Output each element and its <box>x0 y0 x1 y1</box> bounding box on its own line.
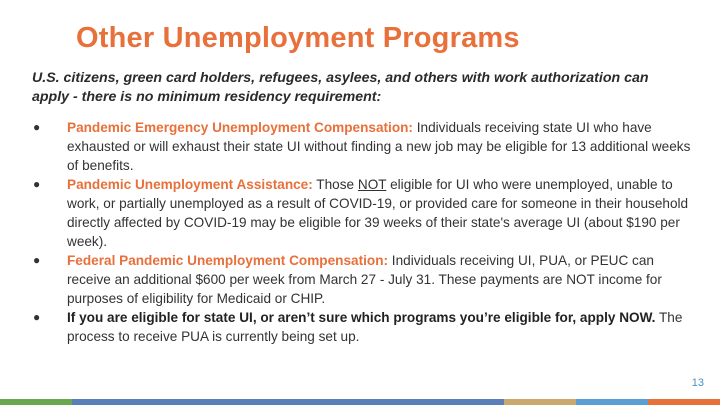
bullet-text: Individuals receiving UI, PUA, or PEUC can receive an additional $600 per week from March 27 - July 31. These payments are NOT income for purposes of eligibility for Medicaid or CHIP. <box>67 253 662 306</box>
footer-stripe <box>648 399 720 405</box>
footer-stripe <box>288 399 360 405</box>
bullet-text: Individuals receiving state UI who have exhausted or will exhaust their state UI without finding a new job may be eligible for 13 additional weeks of benefits. <box>67 120 691 173</box>
slide-title: Other Unemployment Programs <box>76 22 520 54</box>
bullet-dot-icon: ● <box>33 310 41 324</box>
footer-stripe <box>504 399 576 405</box>
bullet-heading: If you are eligible for state UI, or aren’t sure which programs you’re eligible for, apply NOW. <box>67 310 656 325</box>
footer-color-bar <box>0 399 720 405</box>
page-number: 13 <box>691 377 704 389</box>
bullet-text: eligible for UI who were unemployed, unable to work, or partially unemployed as a result of COVID-19, or provided care for someone in their household directly affected by COVID-19 may be eligible for 39 weeks of their state's average UI (about $190 per week). <box>67 177 689 249</box>
footer-stripe <box>0 399 72 405</box>
footer-stripe <box>432 399 504 405</box>
bullet-text: The process to receive PUA is currently being set up. <box>67 310 683 344</box>
bullet-heading: Pandemic Unemployment Assistance: <box>67 177 313 192</box>
bullet-dot-icon: ● <box>33 177 41 191</box>
footer-stripe <box>576 399 648 405</box>
bullet-text: Those <box>312 177 358 192</box>
slide-subtitle: U.S. citizens, green card holders, refugees, asylees, and others with work authorization can apply - there is no minimum residency requirement: <box>32 70 649 105</box>
footer-stripe <box>360 399 432 405</box>
bullet-emphasis: NOT <box>357 177 387 192</box>
bullet-item-peuc <box>32 118 692 175</box>
bullet-item-apply-now <box>32 308 692 346</box>
footer-stripe <box>144 399 216 405</box>
footer-stripe <box>216 399 288 405</box>
bullet-item-fpuc <box>32 251 692 308</box>
bullet-dot-icon: ● <box>33 120 41 134</box>
bullet-dot-icon: ● <box>33 253 41 267</box>
bullet-heading: Pandemic Emergency Unemployment Compensation: <box>67 120 413 135</box>
bullet-list <box>32 118 692 346</box>
bullet-heading: Federal Pandemic Unemployment Compensation: <box>67 253 389 268</box>
bullet-item-pua <box>32 175 692 251</box>
footer-stripe <box>72 399 144 405</box>
